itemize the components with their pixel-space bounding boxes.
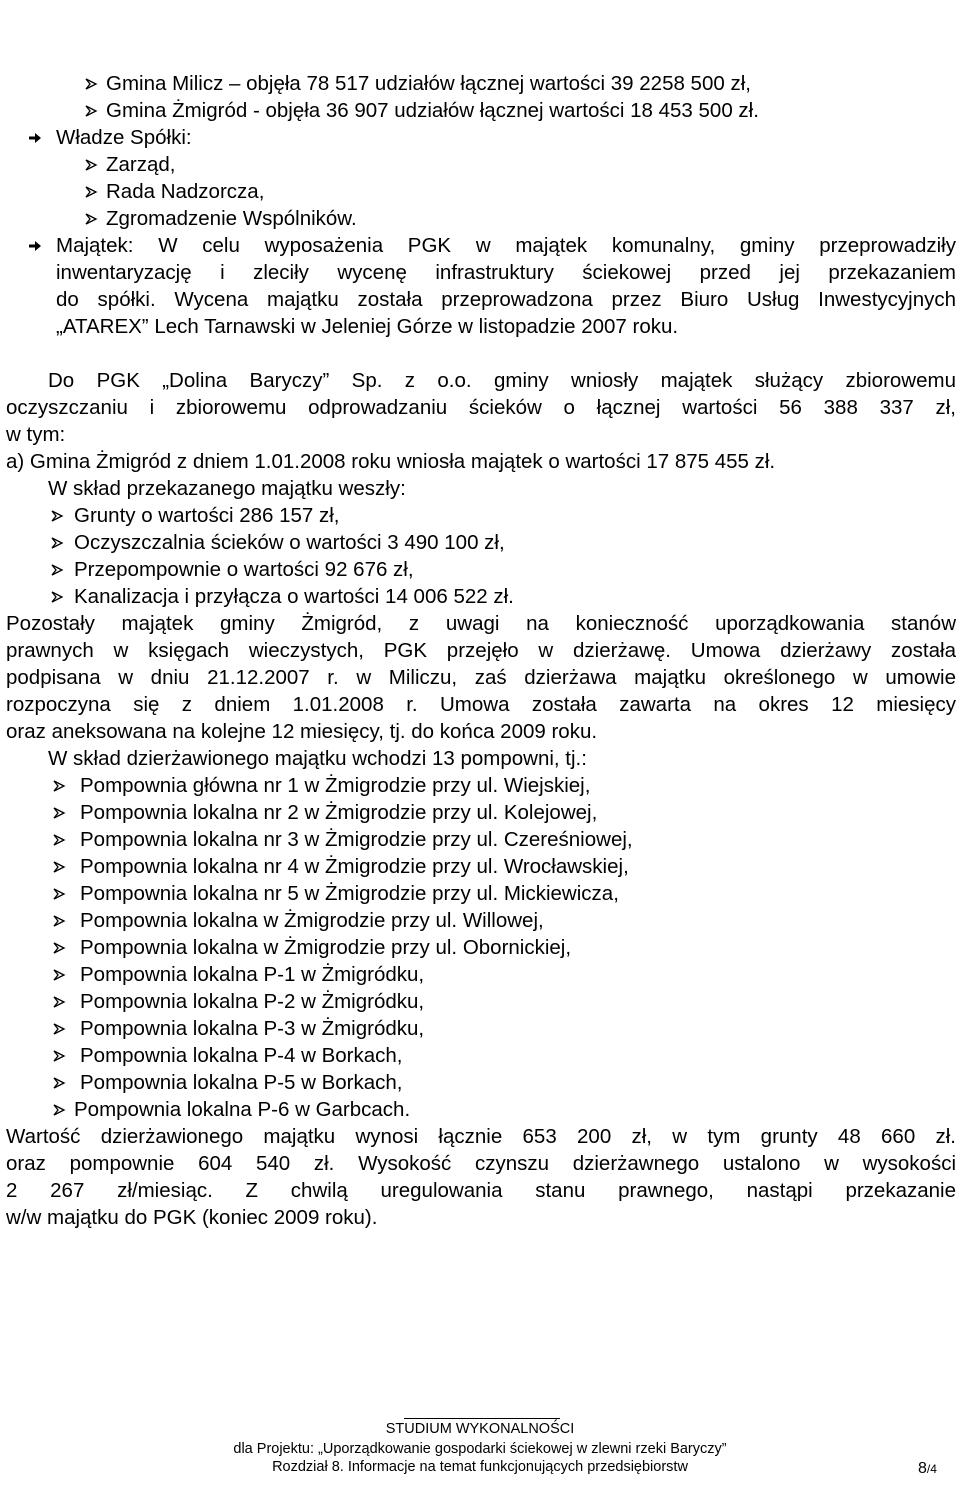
chevron-arrowhead-icon [52, 1022, 66, 1036]
chevron-arrowhead-icon [52, 833, 66, 847]
chevron-arrowhead-icon [52, 806, 66, 820]
text-line: Oczyszczalnia ścieków o wartości 3 490 100 zł, [74, 531, 505, 554]
text-line: Pompownia lokalna P-2 w Żmigródku, [80, 990, 425, 1013]
chevron-arrowhead-icon [84, 212, 98, 226]
chevron-arrowhead-icon [52, 995, 66, 1009]
chevron-arrowhead-icon [50, 590, 64, 604]
chevron-arrowhead-icon [52, 887, 66, 901]
right-arrow-icon [28, 239, 42, 253]
chevron-arrowhead-icon [52, 1103, 66, 1117]
text-line: inwentaryzację i zleciły wycenę infrastruktury ściekowej przed jej przekazaniem [56, 261, 956, 284]
text-line: Zgromadzenie Wspólników. [106, 207, 357, 230]
text-line: a) Gmina Żmigród z dniem 1.01.2008 roku wniosła majątek o wartości 17 875 455 zł. [6, 450, 776, 473]
text-line: Pompownia lokalna w Żmigrodzie przy ul. Obornickiej, [80, 936, 572, 959]
text-line: Pompownia lokalna nr 2 w Żmigrodzie przy ul. Kolejowej, [80, 801, 598, 824]
text-line: oczyszczaniu i zbiorowemu odprowadzaniu ścieków o łącznej wartości 56 388 337 zł, [6, 396, 956, 419]
chevron-arrowhead-icon [84, 104, 98, 118]
chevron-arrowhead-icon [50, 563, 64, 577]
chevron-arrowhead-icon [50, 509, 64, 523]
text-line: Pompownia lokalna nr 3 w Żmigrodzie przy ul. Czereśniowej, [80, 828, 633, 851]
text-line: Rada Nadzorcza, [106, 180, 265, 203]
page-number: 8/4 [918, 1460, 937, 1477]
text-line: 2 267 zł/miesiąc. Z chwilą uregulowania stanu prawnego, nastąpi przekazanie [6, 1179, 956, 1202]
text-line: Pompownia lokalna P-1 w Żmigródku, [80, 963, 425, 986]
text-line: Zarząd, [106, 153, 176, 176]
footer-title: STUDIUM WYKONALNOŚCI [385, 1421, 575, 1437]
text-line: oraz aneksowana na kolejne 12 miesięcy, tj. do końca 2009 roku. [6, 720, 598, 743]
chevron-arrowhead-icon [84, 77, 98, 91]
chevron-arrowhead-icon [52, 914, 66, 928]
text-line: rozpoczyna się z dniem 1.01.2008 r. Umowa została zawarta na okres 12 miesięcy [6, 693, 956, 716]
text-line: Pompownia lokalna P-4 w Borkach, [80, 1044, 403, 1067]
text-line: Pompownia lokalna P-3 w Żmigródku, [80, 1017, 425, 1040]
text-line: Grunty o wartości 286 157 zł, [74, 504, 340, 527]
text-line: Władze Spółki: [56, 126, 192, 149]
chevron-arrowhead-icon [52, 1049, 66, 1063]
footer-project: dla Projektu: „Uporządkowanie gospodarki ściekowej w zlewni rzeki Baryczy” [233, 1441, 727, 1457]
text-line: „ATAREX” Lech Tarnawski w Jeleniej Górze w listopadzie 2007 roku. [56, 315, 679, 338]
text-line: w tym: [6, 423, 66, 446]
text-line: do spółki. Wycena majątku została przeprowadzona przez Biuro Usług Inwestycyjnych [56, 288, 956, 311]
text-line: Pompownia lokalna nr 5 w Żmigrodzie przy ul. Mickiewicza, [80, 882, 619, 905]
text-line: W skład dzierżawionego majątku wchodzi 13 pompowni, tj.: [48, 747, 587, 770]
text-line: W skład przekazanego majątku weszły: [48, 477, 406, 500]
text-line: Kanalizacja i przyłącza o wartości 14 006 522 zł. [74, 585, 514, 608]
chevron-arrowhead-icon [52, 941, 66, 955]
text-line: podpisana w dniu 21.12.2007 r. w Miliczu, zaś dzierżawa majątku określonego w umowie [6, 666, 956, 689]
chevron-arrowhead-icon [50, 536, 64, 550]
chevron-arrowhead-icon [52, 860, 66, 874]
chevron-arrowhead-icon [52, 779, 66, 793]
text-line: Pompownia lokalna w Żmigrodzie przy ul. Willowej, [80, 909, 544, 932]
text-line: Pompownia lokalna P-5 w Borkach, [80, 1071, 403, 1094]
chevron-arrowhead-icon [52, 1076, 66, 1090]
right-arrow-icon [28, 131, 42, 145]
text-line: Majątek: W celu wyposażenia PGK w majątek komunalny, gminy przeprowadziły [56, 234, 956, 257]
chevron-arrowhead-icon [52, 968, 66, 982]
text-line: Pompownia lokalna nr 4 w Żmigrodzie przy ul. Wrocławskiej, [80, 855, 629, 878]
chevron-arrowhead-icon [84, 185, 98, 199]
text-line: prawnych w księgach wieczystych, PGK przejęło w dzierżawę. Umowa dzierżawy została [6, 639, 956, 662]
chevron-arrowhead-icon [84, 158, 98, 172]
text-line: oraz pompownie 604 540 zł. Wysokość czynszu dzierżawnego ustalono w wysokości [6, 1152, 956, 1175]
text-line: Przepompownie o wartości 92 676 zł, [74, 558, 414, 581]
text-line: w/w majątku do PGK (koniec 2009 roku). [6, 1206, 378, 1229]
text-line: Pompownia lokalna P-6 w Garbcach. [74, 1098, 411, 1121]
footer-chapter: Rozdział 8. Informacje na temat funkcjonujących przedsiębiorstw [272, 1459, 688, 1475]
footer-divider [404, 1418, 560, 1419]
text-line: Gmina Milicz – objęła 78 517 udziałów łącznej wartości 39 2258 500 zł, [106, 72, 751, 95]
text-line: Pozostały majątek gminy Żmigród, z uwagi na konieczność uporządkowania stanów [6, 612, 956, 635]
text-line: Gmina Żmigród - objęła 36 907 udziałów łącznej wartości 18 453 500 zł. [106, 99, 759, 122]
text-line: Wartość dzierżawionego majątku wynosi łącznie 653 200 zł, w tym grunty 48 660 zł. [6, 1125, 956, 1148]
text-line: Do PGK „Dolina Baryczy” Sp. z o.o. gminy wniosły majątek służący zbiorowemu [48, 369, 956, 392]
text-line: Pompownia główna nr 1 w Żmigrodzie przy ul. Wiejskiej, [80, 774, 591, 797]
